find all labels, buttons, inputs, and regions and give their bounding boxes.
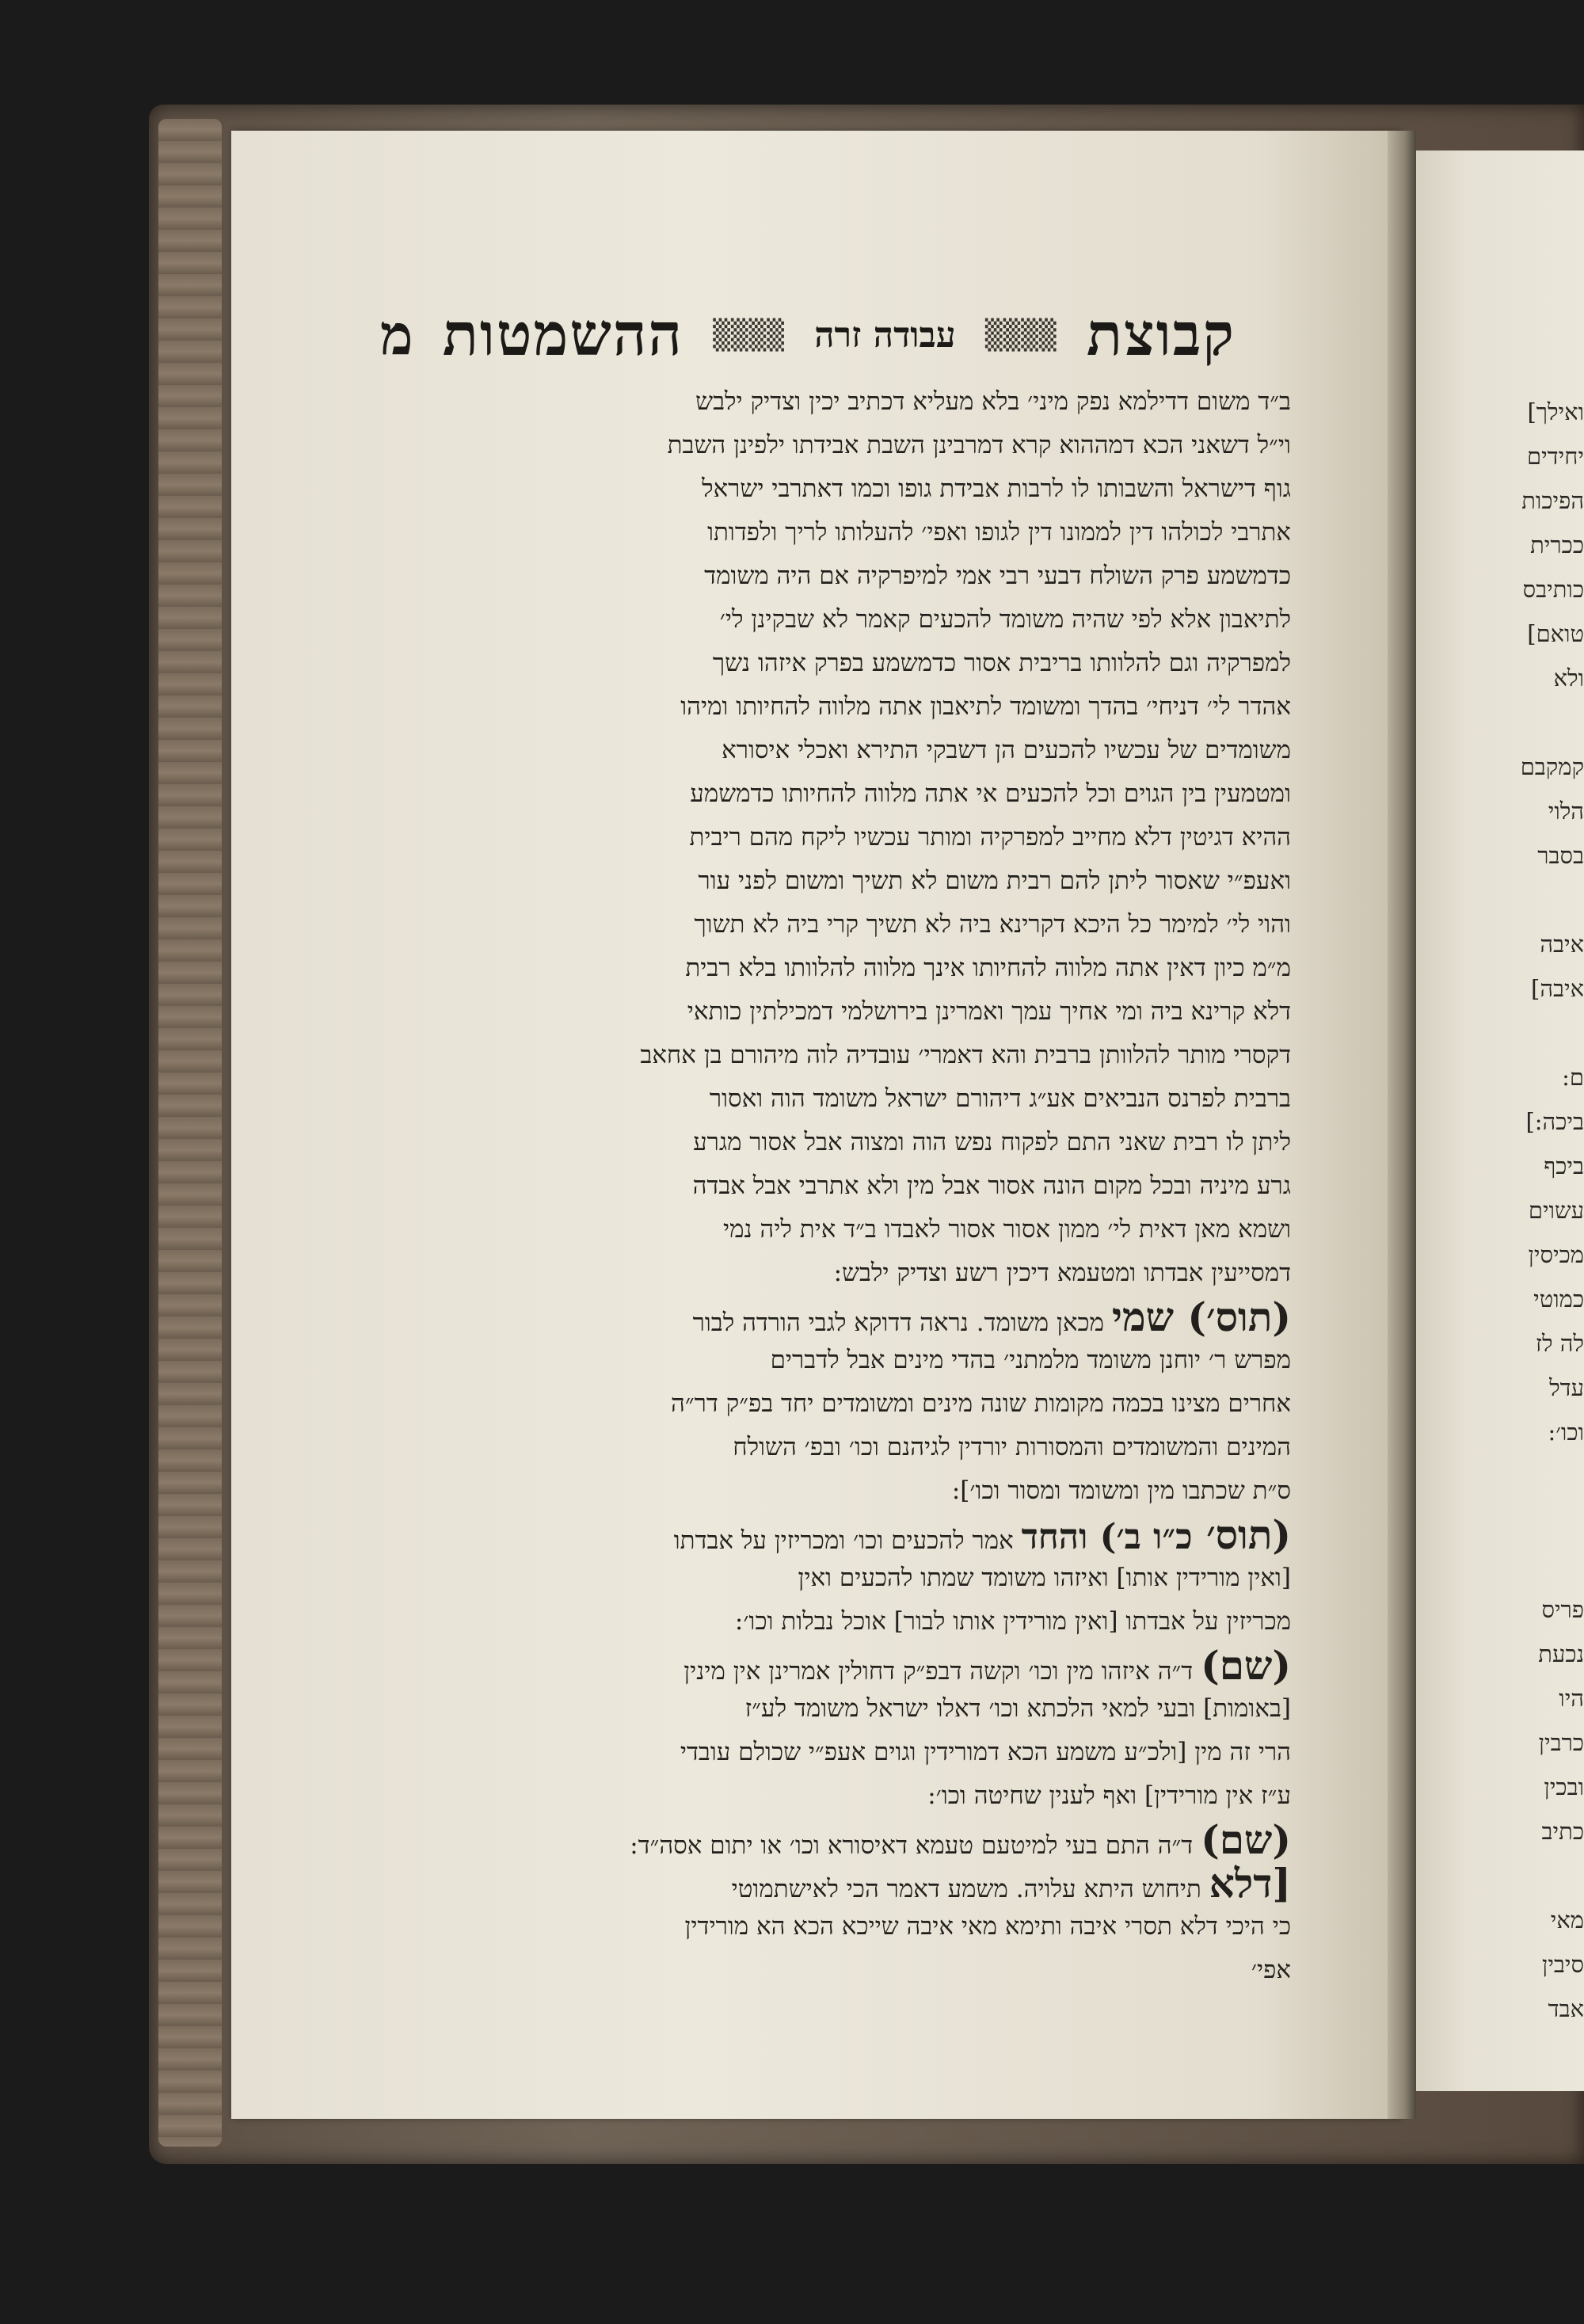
right-page-fragment [1478,1543,1584,1587]
text-line [396,1861,1291,1905]
line-text: גרע מיניה ובכל מקום הונה אסור אבל מין ולא אתרבי אבל אבדה [692,1172,1291,1200]
line-text: דלא קרינא ביה ומי אחיך עמך ואמרינן בירושלמי דמכילתין כותאי [687,997,1291,1026]
right-page-fragment: ביכה:] [1525,1108,1584,1135]
line-text: ס״ת שכתבו מין ומשומד ומסור וכו׳]: [951,1476,1291,1505]
right-page-fragment: כמוטי [1533,1286,1584,1312]
right-page-fragment: עשוים [1528,1197,1584,1224]
right-page-fragment [1478,1499,1584,1543]
text-line [396,1513,1291,1556]
line-text: דקסרי מותר להלוותן ברבית והא דאמרי׳ עובדיה לוה מיהורם בן אחאב [640,1041,1291,1069]
header-title-sub: עבודה זרה [814,314,956,356]
right-page-fragment: וכו׳: [1548,1419,1584,1446]
right-page-fragment [1478,700,1584,745]
right-page-fragments [1478,390,1584,2031]
line-text: גוף דישראל והשבותו לו לרבות אבידת גופו וכמו דאתרבי ישראל [702,474,1291,503]
right-page-fragment [1478,1011,1584,1055]
line-text: ליתן לו רבית שאני התם לפקוח נפש הוה ומצוה אבל אסור מגרע [693,1128,1291,1156]
left-page-body [396,380,1291,1992]
section-sub-lead: כ״ו ב׳) והחד [1021,1517,1193,1556]
line-text: אתרבי לכולהו דין לממונו דין לגופו ואפי׳ להעלותו לריך ולפדותו [707,518,1291,547]
line-text: ברבית לפרנס הנביאים אע״ג דיהורם ישראל משומד הוה ואסור [709,1084,1291,1113]
text-line [396,598,1291,642]
right-page-fragment: ואילך] [1527,398,1584,425]
line-text: הרי זה מין [ולכ״ע משמע הכא דמורידין וגוים אעפ״י שכולם עובדי [680,1738,1291,1766]
right-page-fragment: אבד [1548,1995,1584,2022]
line-text: תיחוש היתא עלויה. משמע דאמר הכי לאישתמוטי [731,1875,1209,1903]
right-page-fragment: פריס [1541,1596,1584,1623]
section-lead: (תוס׳) שמי [1111,1295,1291,1339]
right-page-fragment: מכיסין [1528,1241,1584,1268]
right-page-fragment: ם: [1562,1064,1584,1091]
text-line [396,859,1291,903]
line-text: ושמא מאן דאית לי׳ ממון אסור אסור לאבדו ב״ד אית ליה נמי [722,1215,1291,1244]
right-page-fragment: ביכף [1544,1152,1584,1179]
right-page-fragment [1478,1454,1584,1499]
text-line [396,380,1291,424]
right-page-fragment: הפיכות [1521,487,1584,514]
text-line [396,511,1291,554]
line-text: מ״מ כיון דאין אתה מלווה להחיותו אינך מלווה להלוותו בלא רבית [685,954,1291,982]
right-page-fragment: איבה [1540,931,1584,958]
line-text: ב״ד משום דדילמא נפק מיני׳ בלא מעליא דכתיב יכין וצדיק ילבש [695,387,1291,416]
header-ornament-left: ▒▒▒▒ [984,318,1057,352]
page-gutter [1388,131,1416,2119]
section-lead: (שם) [1201,1644,1291,1687]
text-line [396,772,1291,816]
right-page-fragment: ולא [1553,665,1584,691]
line-text: אהדר לי׳ דניחי׳ בהדך ומשומד לתיאבון אתה מלווה להחיותו ומיהו [680,692,1291,721]
text-line [396,1034,1291,1077]
text-line [396,1644,1291,1687]
right-page-fragment: נכעת [1538,1640,1584,1667]
line-text: משומדים של עכשיו להכעים הן דשבקי התירא ואכלי איסורא [722,736,1291,764]
text-line [396,1339,1291,1382]
right-page-fragment: כרבין [1538,1729,1584,1756]
page-number: מ [380,302,413,368]
right-page-fragment: איבה] [1531,975,1584,1002]
line-text: ואעפ״י שאסור ליתן להם רבית משום לא תשיך ומשום לפני עור [698,867,1291,895]
right-page-fragment: עדל [1549,1374,1584,1401]
line-text: מכריזין על אבדתו [ואין מורידין אותו לבור] אוכל נבלות וכו׳: [734,1607,1291,1636]
right-page-fragment: כותיבס [1522,576,1584,603]
line-text: והוי לי׳ למימר כל היכא דקרינא ביה לא תשיך קרי ביה לא תשוך [694,910,1291,939]
line-text: כי היכי דלא תסרי איבה ותימא מאי איבה שייכא הכא הא מורידין [684,1912,1291,1941]
line-text: מפרש ר׳ יוחנן משומד מלמתני׳ בהדי מינים אבל לדברים [770,1346,1291,1374]
text-line [396,1556,1291,1600]
line-text: [באומות] ובעי למאי הלכתא וכו׳ דאלו ישראל משומד לע״ז [744,1694,1291,1723]
right-page-fragment: הלוי [1548,798,1584,825]
line-text: [ואין מורידין אותו] ואיזהו משומד שמתו להכעים ואין [798,1564,1291,1592]
cover-spine-edge [158,119,222,2147]
section-lead: (תוס׳ [1192,1513,1291,1556]
text-line [396,1426,1291,1469]
text-line [396,467,1291,511]
line-text: המינים והמשומדים והמסורות יורדין לגיהנם וכו׳ ובפ׳ השולח [733,1433,1291,1461]
line-text: דמסייעין אבדתו ומטעמא דיכין רשע וצדיק ילבש: [833,1259,1291,1287]
running-header [380,291,1236,379]
line-text: ד״ה התם בעי למיטעם טעמא דאיסורא וכו׳ או יתום אסה״ד: [630,1831,1201,1860]
text-line [396,1295,1291,1339]
section-lead: (שם) [1201,1818,1291,1861]
right-page-fragment: לה לז [1535,1330,1584,1357]
right-page-fragment: ובכין [1544,1773,1584,1800]
text-line [396,1774,1291,1818]
right-page-fragment: סיבין [1541,1951,1584,1978]
line-text: ההיא דגיטין דלא מחייב למפרקיה ומותר עכשיו ליקח מהם ריבית [689,823,1291,851]
text-line [396,1382,1291,1426]
text-line [396,903,1291,947]
line-text: וי״ל דשאני הכא דמההוא קרא דמרבינן השבת אבידתו ילפינן השבת [667,431,1291,459]
header-title-right: ההשמטות [442,300,683,369]
line-text: לתיאבון אלא לפי שהיה משומד להכעים קאמר לא שבקינן לי׳ [719,605,1291,634]
right-page-fragment [1478,1853,1584,1898]
right-page-fragment: יחידים [1526,443,1584,470]
right-page-fragment [1478,878,1584,922]
text-line [396,685,1291,729]
right-page-fragment: קמקבם [1520,753,1584,780]
text-line [396,554,1291,598]
text-line [396,1949,1291,1992]
line-text: אפי׳ [1251,1956,1291,1984]
line-text: כדמשמע פרק השולח דבעי רבי אמי למיפרקיה אם היה משומד [704,562,1291,590]
header-title-main: קבוצת [1086,300,1236,369]
text-line [396,1818,1291,1861]
text-line [396,947,1291,990]
text-line [396,424,1291,467]
text-line [396,1077,1291,1121]
text-line [396,1731,1291,1774]
right-page-fragment: היו [1559,1685,1584,1712]
text-line [396,1164,1291,1208]
section-lead: [דלא [1209,1861,1291,1905]
text-line [396,1905,1291,1949]
right-page-fragment: בסבר [1537,842,1584,869]
text-line [396,1252,1291,1295]
text-line [396,1469,1291,1513]
line-text: ע״ז אין מורידין] ואף לענין שחיטה וכו׳: [927,1781,1291,1810]
line-text: ד״ה איזהו מין וכו׳ וקשה דבפ״ק דחולין אמרינן אין מינין [683,1657,1201,1686]
text-line [396,1687,1291,1731]
text-line [396,1208,1291,1252]
right-page-fragment: כתיב [1541,1818,1584,1845]
line-text: למפרקיה וגם להלוותו בריבית אסור כדמשמע בפרק איזהו נשך [712,649,1291,677]
text-line [396,1121,1291,1164]
line-text: ומטמעין בין הגוים וכל להכעים אי אתה מלווה להחיותו כדמשמע [690,779,1291,808]
text-line [396,729,1291,772]
right-page-fragment: מאי [1550,1907,1584,1933]
text-line [396,990,1291,1034]
text-line [396,816,1291,859]
text-line [396,642,1291,685]
right-page-fragment: טואם] [1527,620,1584,647]
text-line [396,1600,1291,1644]
header-ornament-right: ▒▒▒▒ [713,318,785,352]
right-page-fragment: ככרית [1530,531,1584,558]
line-text: אמר להכעים וכו׳ ומכריזין על אבדתו [673,1526,1022,1555]
line-text: מכאן משומד. נראה דדוקא לגבי הורדה לבור [692,1309,1112,1337]
line-text: אחרים מצינו בכמה מקומות שונה מינים ומשומדים יחד בפ״ק דר״ה [671,1389,1291,1418]
